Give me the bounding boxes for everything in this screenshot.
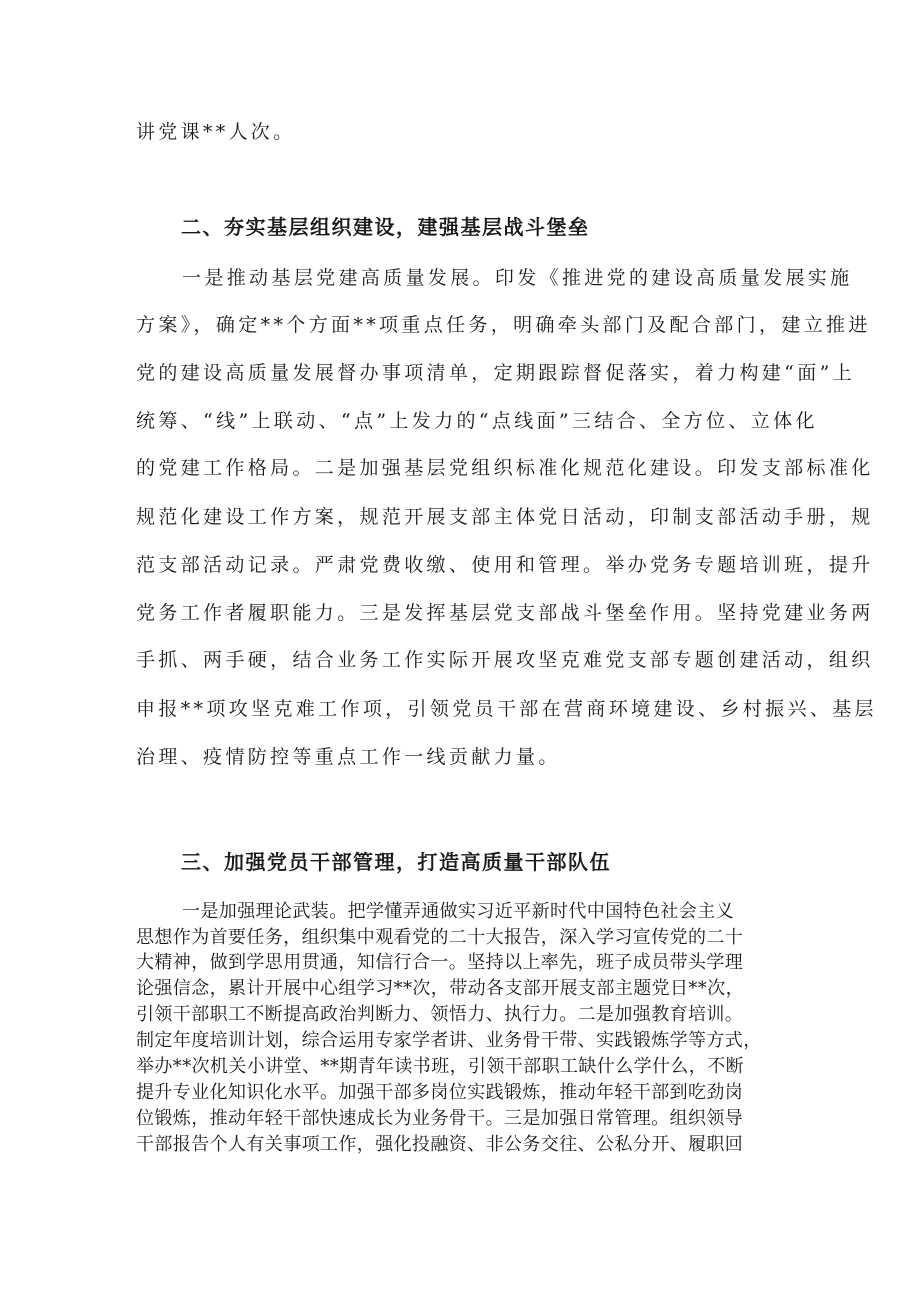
paragraph-line: 申报**项攻坚克难工作项，引领党员干部在营商环境建设、乡村振兴、基层 bbox=[136, 698, 877, 720]
paragraph-line: 手抓、两手硬，结合业务工作实际开展攻坚克难党支部专题创建活动，组织 bbox=[136, 649, 874, 671]
paragraph-line: 思想作为首要任务，组织集中观看党的二十大报告，深入学习宣传党的二十 bbox=[136, 927, 744, 948]
paragraph-line: 党务工作者履职能力。三是发挥基层党支部战斗堡垒作用。坚持党建业务两 bbox=[136, 602, 874, 624]
intro-tail-line: 讲党课**人次。 bbox=[136, 121, 296, 143]
paragraph-line: 党的建设高质量发展督办事项清单，定期跟踪督促落实，着力构建“面”上 bbox=[136, 362, 855, 384]
paragraph-line: 统筹、“线”上联动、“点”上发力的“点线面”三结合、全方位、立体化 bbox=[136, 410, 818, 432]
paragraph-line: 一是推动基层党建高质量发展。印发《推进党的建设高质量发展实施 bbox=[182, 267, 853, 289]
paragraph-line: 方案》，确定**个方面**项重点任务，明确牵头部门及配合部门，建立推进 bbox=[136, 314, 871, 336]
paragraph-line: 引领干部职工不断提高政治判断力、领悟力、执行力。二是加强教育培训。 bbox=[136, 1004, 744, 1025]
paragraph-line: 规范化建设工作方案，规范开展支部主体党日活动，印制支部活动手册，规 bbox=[136, 506, 874, 528]
section-2-heading: 二、夯实基层组织建设，建强基层战斗堡垒 bbox=[181, 215, 590, 239]
paragraph-line: 位锻炼，推动年轻干部快速成长为业务骨干。三是加强日常管理。组织领导 bbox=[136, 1108, 744, 1129]
paragraph-line: 大精神，做到学思用贯通，知信行合一。坚持以上率先，班子成员带头学理 bbox=[136, 952, 744, 973]
paragraph-line: 干部报告个人有关事项工作，强化投融资、非公务交往、公私分开、履职回 bbox=[136, 1134, 744, 1155]
paragraph-line: 一是加强理论武装。把学懂弄通做实习近平新时代中国特色社会主义 bbox=[182, 901, 734, 922]
paragraph-line: 治理、疫情防控等重点工作一线贡献力量。 bbox=[136, 746, 561, 768]
paragraph-line: 论强信念，累计开展中心组学习**次，带动各支部开展支部主题党日**次， bbox=[136, 978, 744, 999]
paragraph-line: 的党建工作格局。二是加强基层党组织标准化规范化建设。印发支部标准化 bbox=[136, 457, 874, 479]
paragraph-line: 制定年度培训计划，综合运用专家学者讲、业务骨干带、实践锻炼学等方式， bbox=[136, 1030, 762, 1051]
paragraph-line: 举办**次机关小讲堂、**期青年读书班，引领干部职工缺什么学什么，不断 bbox=[136, 1056, 744, 1077]
paragraph-line: 提升专业化知识化水平。加强干部多岗位实践锻炼，推动年轻干部到吃劲岗 bbox=[136, 1082, 744, 1103]
section-3-heading: 三、加强党员干部管理，打造高质量干部队伍 bbox=[181, 850, 611, 874]
paragraph-line: 范支部活动记录。严肃党费收缴、使用和管理。举办党务专题培训班，提升 bbox=[136, 554, 874, 576]
